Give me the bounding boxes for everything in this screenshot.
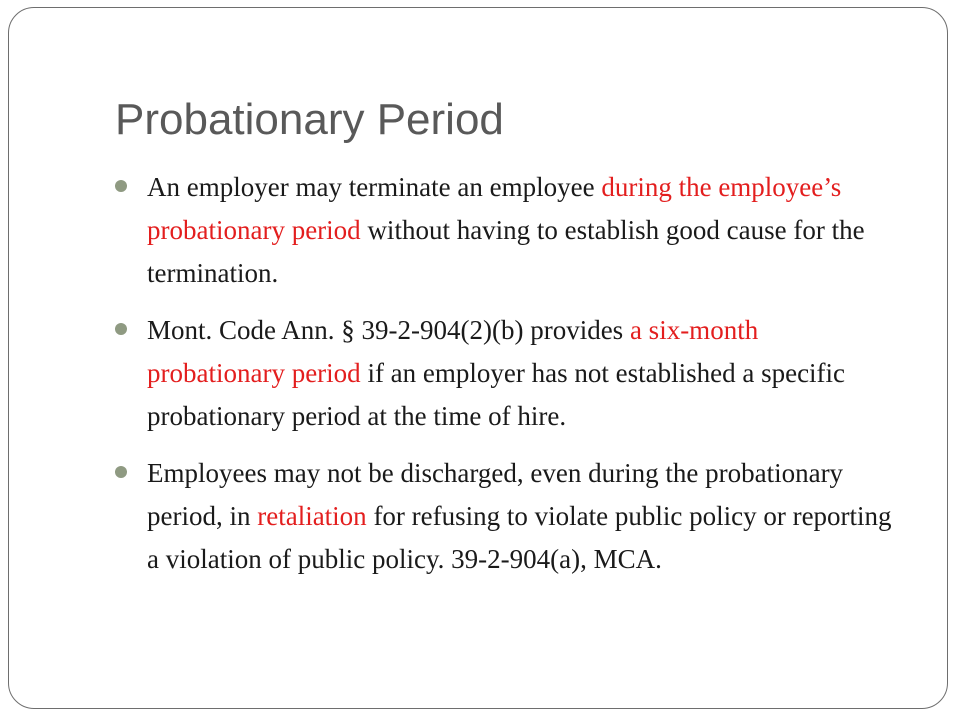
bullet-highlight: a six-month probationary period bbox=[147, 315, 759, 388]
bullet-text: if an employer has not established a specific probationary period at the time of hire. bbox=[147, 358, 846, 431]
bullet-item bbox=[115, 309, 901, 438]
slide-frame bbox=[8, 7, 948, 709]
bullet-highlight: during the employee’s probationary period bbox=[147, 172, 842, 245]
bullet-list bbox=[115, 166, 901, 595]
slide-title: Probationary Period bbox=[115, 95, 504, 144]
bullet-item bbox=[115, 452, 901, 581]
bullet-dot-icon bbox=[115, 180, 127, 192]
bullet-text: Employees may not be discharged, even during the probationary period, in bbox=[147, 458, 844, 531]
bullet-dot-icon bbox=[115, 323, 127, 335]
bullet-text: without having to establish good cause for the termination. bbox=[147, 215, 865, 288]
bullet-text: for refusing to violate public policy or reporting a violation of public policy. 39-2-904(a), MCA. bbox=[147, 501, 892, 574]
bullet-text: An employer may terminate an employee bbox=[147, 172, 602, 202]
bullet-item bbox=[115, 166, 901, 295]
bullet-dot-icon bbox=[115, 466, 127, 478]
bullet-text: Mont. Code Ann. § 39-2-904(2)(b) provides bbox=[147, 315, 630, 345]
bullet-highlight: retaliation bbox=[257, 501, 367, 531]
